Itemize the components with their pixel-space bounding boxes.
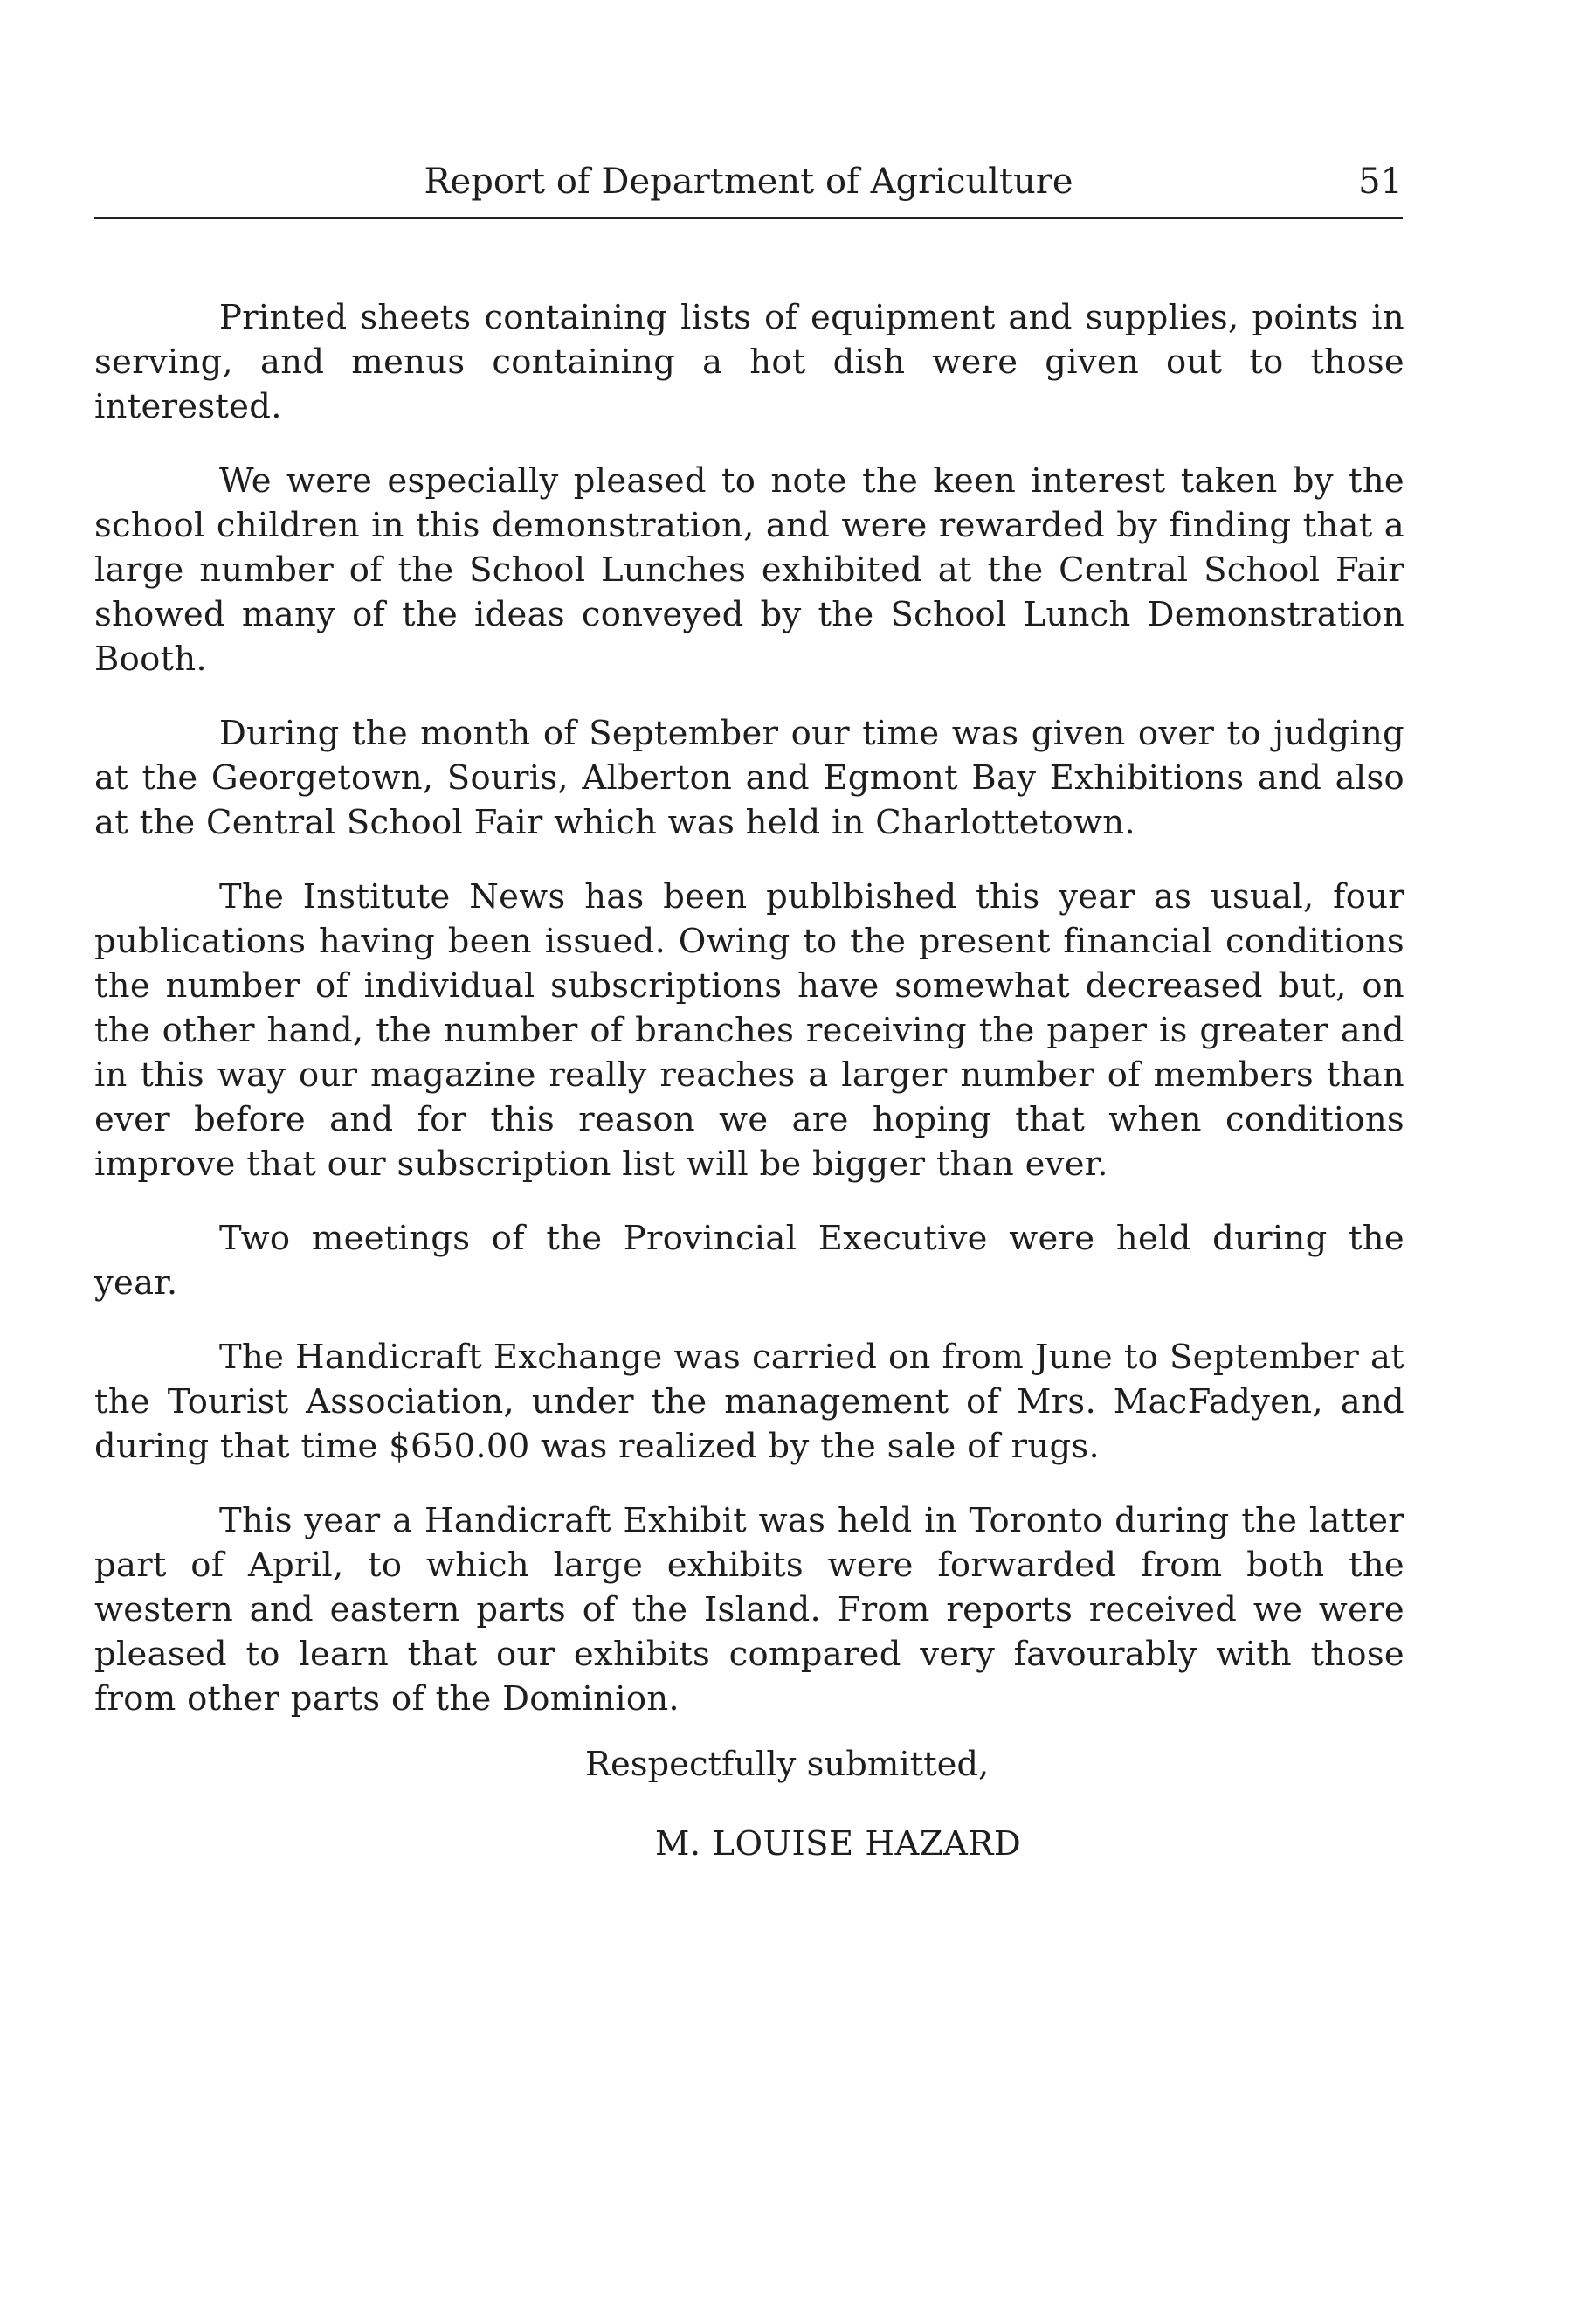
paragraph-school-children: We were especially pleased to note the keen interest taken by the school children in this demonstration, and were rewarded by finding that a large number of the School Lunches exhibited at the Central School Fair showed many of the ideas conveyed by the School Lunch Demonstration Booth. bbox=[94, 461, 1404, 679]
page-header bbox=[94, 156, 1403, 219]
paragraph-handicraft-exhibit: This year a Handicraft Exhibit was held in Toronto during the latter part of April, to which large exhibits were forwarded from both the western and eastern parts of the Island. From reports received we were pleased to learn that our exhibits compared very favourably with those from other parts of the Dominion. bbox=[94, 1501, 1404, 1719]
running-title: Report of Department of Agriculture bbox=[424, 162, 1073, 202]
paragraph-institute-news: The Institute News has been publbished this year as usual, four publications having been issued. Owing to the present financial conditions the number of individual subscriptions have somewhat decreased but, on the other hand, the number of branches receiving the paper is greater and in this way our magazine really reaches a larger number of members than ever before and for this reason we are hoping that when conditions improve that our subscription list will be bigger than ever. bbox=[94, 877, 1404, 1184]
paragraph-handicraft-exchange: The Handicraft Exchange was carried on from June to September at the Tourist Association, under the management of Mrs. MacFadyen, and during that time $650.00 was realized by the sale of rugs. bbox=[94, 1338, 1404, 1466]
report-body bbox=[94, 295, 1404, 1751]
signature-name: M. LOUISE HAZARD bbox=[655, 1824, 1022, 1864]
paragraph-september-judging: During the month of September our time was given over to judging at the Georgetown, Souris, Alberton and Egmont Bay Exhibitions and also at the Central School Fair which was held in Charlottetown. bbox=[94, 714, 1404, 842]
paragraph-printed-sheets: Printed sheets containing lists of equipment and supplies, points in serving, and menus containing a hot dish were given out to those interested. bbox=[94, 298, 1404, 426]
page-number: 51 bbox=[1358, 162, 1403, 202]
paragraph-executive-meetings: Two meetings of the Provincial Executive were held during the year. bbox=[94, 1219, 1404, 1303]
closing-signoff: Respectfully submitted, bbox=[585, 1745, 990, 1784]
